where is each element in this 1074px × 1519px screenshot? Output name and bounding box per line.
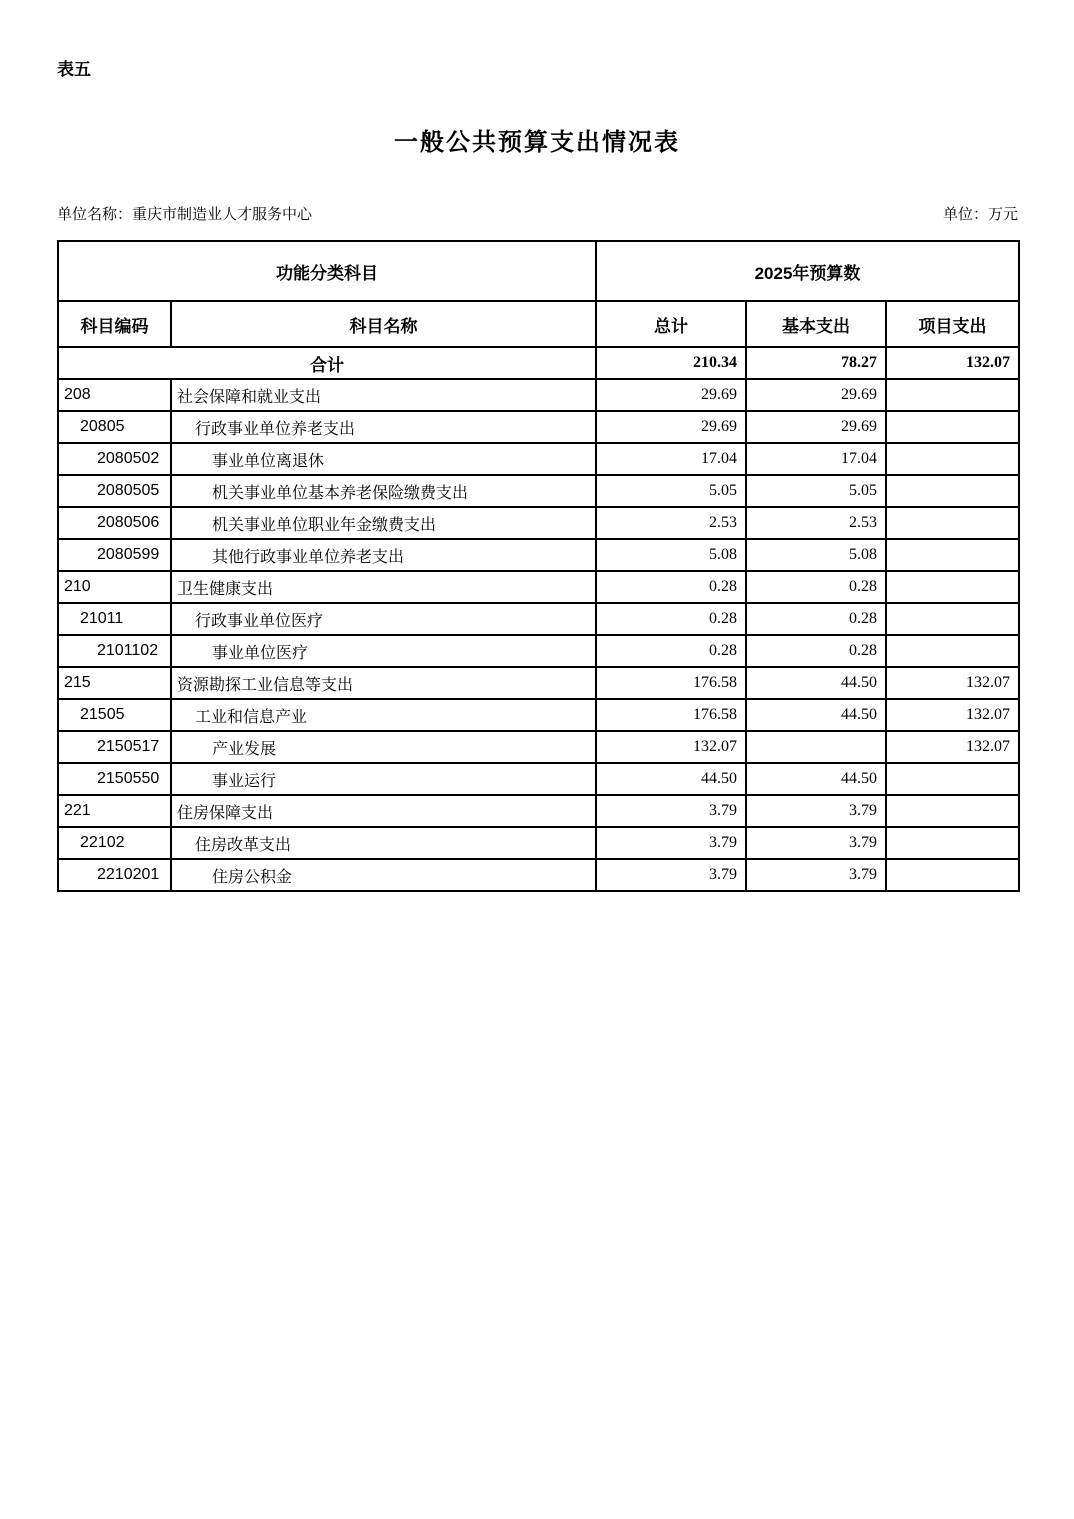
table-row [58,827,1019,859]
total-value-cell: 176.58 [596,699,746,731]
project-expenditure-cell: 132.07 [886,699,1019,731]
subject-name-cell: 行政事业单位养老支出 [171,411,596,443]
header-functional-classification: 功能分类科目 [58,241,596,301]
basic-expenditure-cell: 0.28 [746,571,886,603]
header-total: 总计 [596,301,746,347]
subject-name-cell: 卫生健康支出 [171,571,596,603]
subject-name-cell: 社会保障和就业支出 [171,379,596,411]
basic-expenditure-cell: 17.04 [746,443,886,475]
table-row [58,539,1019,571]
subject-name-cell: 事业单位医疗 [171,635,596,667]
subject-name-cell: 其他行政事业单位养老支出 [171,539,596,571]
basic-expenditure-cell: 78.27 [746,347,886,379]
table-row [58,699,1019,731]
table-row [58,667,1019,699]
table-row [58,411,1019,443]
project-expenditure-cell [886,763,1019,795]
header-subject-name: 科目名称 [171,301,596,347]
subject-code-cell: 2080599 [58,539,171,571]
unit-name-label: 单位名称：重庆市制造业人才服务中心 [57,205,313,223]
basic-expenditure-cell: 29.69 [746,411,886,443]
currency-unit-label: 单位：万元 [942,205,1018,223]
budget-expenditure-table [57,240,1020,892]
subject-name-cell: 住房公积金 [171,859,596,891]
total-value-cell: 3.79 [596,795,746,827]
total-value-cell: 132.07 [596,731,746,763]
subject-name-cell: 工业和信息产业 [171,699,596,731]
subject-name-cell: 资源勘探工业信息等支出 [171,667,596,699]
basic-expenditure-cell: 44.50 [746,667,886,699]
basic-expenditure-cell: 3.79 [746,859,886,891]
subject-name-cell: 产业发展 [171,731,596,763]
basic-expenditure-cell: 0.28 [746,635,886,667]
project-expenditure-cell [886,443,1019,475]
project-expenditure-cell [886,635,1019,667]
table-row [58,379,1019,411]
subject-code-cell: 21505 [58,699,171,731]
table-row [58,507,1019,539]
header-subject-code: 科目编码 [58,301,171,347]
table-row [58,347,1019,379]
subject-code-cell: 20805 [58,411,171,443]
subject-name-cell: 住房改革支出 [171,827,596,859]
subject-code-cell: 215 [58,667,171,699]
total-value-cell: 5.05 [596,475,746,507]
total-value-cell: 0.28 [596,603,746,635]
subject-code-cell: 2101102 [58,635,171,667]
table-header [58,241,1019,347]
table-row [58,603,1019,635]
project-expenditure-cell [886,795,1019,827]
project-expenditure-cell [886,539,1019,571]
subject-name-cell: 机关事业单位基本养老保险缴费支出 [171,475,596,507]
table-row [58,443,1019,475]
subject-code-cell: 22102 [58,827,171,859]
header-group-row [58,241,1019,301]
basic-expenditure-cell: 0.28 [746,603,886,635]
subject-name-cell: 行政事业单位医疗 [171,603,596,635]
total-value-cell: 2.53 [596,507,746,539]
subject-code-cell: 2210201 [58,859,171,891]
project-expenditure-cell: 132.07 [886,731,1019,763]
subject-code-cell: 2080505 [58,475,171,507]
project-expenditure-cell: 132.07 [886,347,1019,379]
project-expenditure-cell [886,475,1019,507]
total-value-cell: 44.50 [596,763,746,795]
table-row [58,763,1019,795]
basic-expenditure-cell: 44.50 [746,699,886,731]
total-value-cell: 0.28 [596,571,746,603]
sheet-label: 表五 [57,60,91,79]
total-value-cell: 176.58 [596,667,746,699]
subject-name-cell: 机关事业单位职业年金缴费支出 [171,507,596,539]
table-row [58,731,1019,763]
total-value-cell: 29.69 [596,379,746,411]
table-row [58,635,1019,667]
table-row [58,571,1019,603]
basic-expenditure-cell: 3.79 [746,827,886,859]
subject-name-cell: 合计 [58,347,596,379]
header-columns-row [58,301,1019,347]
header-budget-2025: 2025年预算数 [596,241,1019,301]
subject-name-cell: 事业单位离退休 [171,443,596,475]
project-expenditure-cell [886,603,1019,635]
subject-code-cell: 2080502 [58,443,171,475]
total-value-cell: 3.79 [596,827,746,859]
subject-code-cell: 210 [58,571,171,603]
table-row [58,859,1019,891]
total-value-cell: 29.69 [596,411,746,443]
page-title: 一般公共预算支出情况表 [394,127,680,156]
subject-code-cell: 2150517 [58,731,171,763]
basic-expenditure-cell: 29.69 [746,379,886,411]
total-value-cell: 3.79 [596,859,746,891]
project-expenditure-cell [886,411,1019,443]
project-expenditure-cell: 132.07 [886,667,1019,699]
project-expenditure-cell [886,507,1019,539]
total-value-cell: 210.34 [596,347,746,379]
basic-expenditure-cell: 2.53 [746,507,886,539]
subject-code-cell: 208 [58,379,171,411]
subject-name-cell: 事业运行 [171,763,596,795]
subject-code-cell: 2150550 [58,763,171,795]
total-value-cell: 5.08 [596,539,746,571]
subject-code-cell: 221 [58,795,171,827]
basic-expenditure-cell [746,731,886,763]
total-value-cell: 0.28 [596,635,746,667]
table-row [58,475,1019,507]
project-expenditure-cell [886,571,1019,603]
subject-code-cell: 21011 [58,603,171,635]
project-expenditure-cell [886,859,1019,891]
basic-expenditure-cell: 44.50 [746,763,886,795]
subject-code-cell: 2080506 [58,507,171,539]
project-expenditure-cell [886,827,1019,859]
table-row [58,795,1019,827]
basic-expenditure-cell: 5.05 [746,475,886,507]
header-project-expenditure: 项目支出 [886,301,1019,347]
basic-expenditure-cell: 3.79 [746,795,886,827]
total-value-cell: 17.04 [596,443,746,475]
basic-expenditure-cell: 5.08 [746,539,886,571]
subject-name-cell: 住房保障支出 [171,795,596,827]
table-info-row [57,203,1018,224]
table-body [58,347,1019,891]
header-basic-expenditure: 基本支出 [746,301,886,347]
project-expenditure-cell [886,379,1019,411]
